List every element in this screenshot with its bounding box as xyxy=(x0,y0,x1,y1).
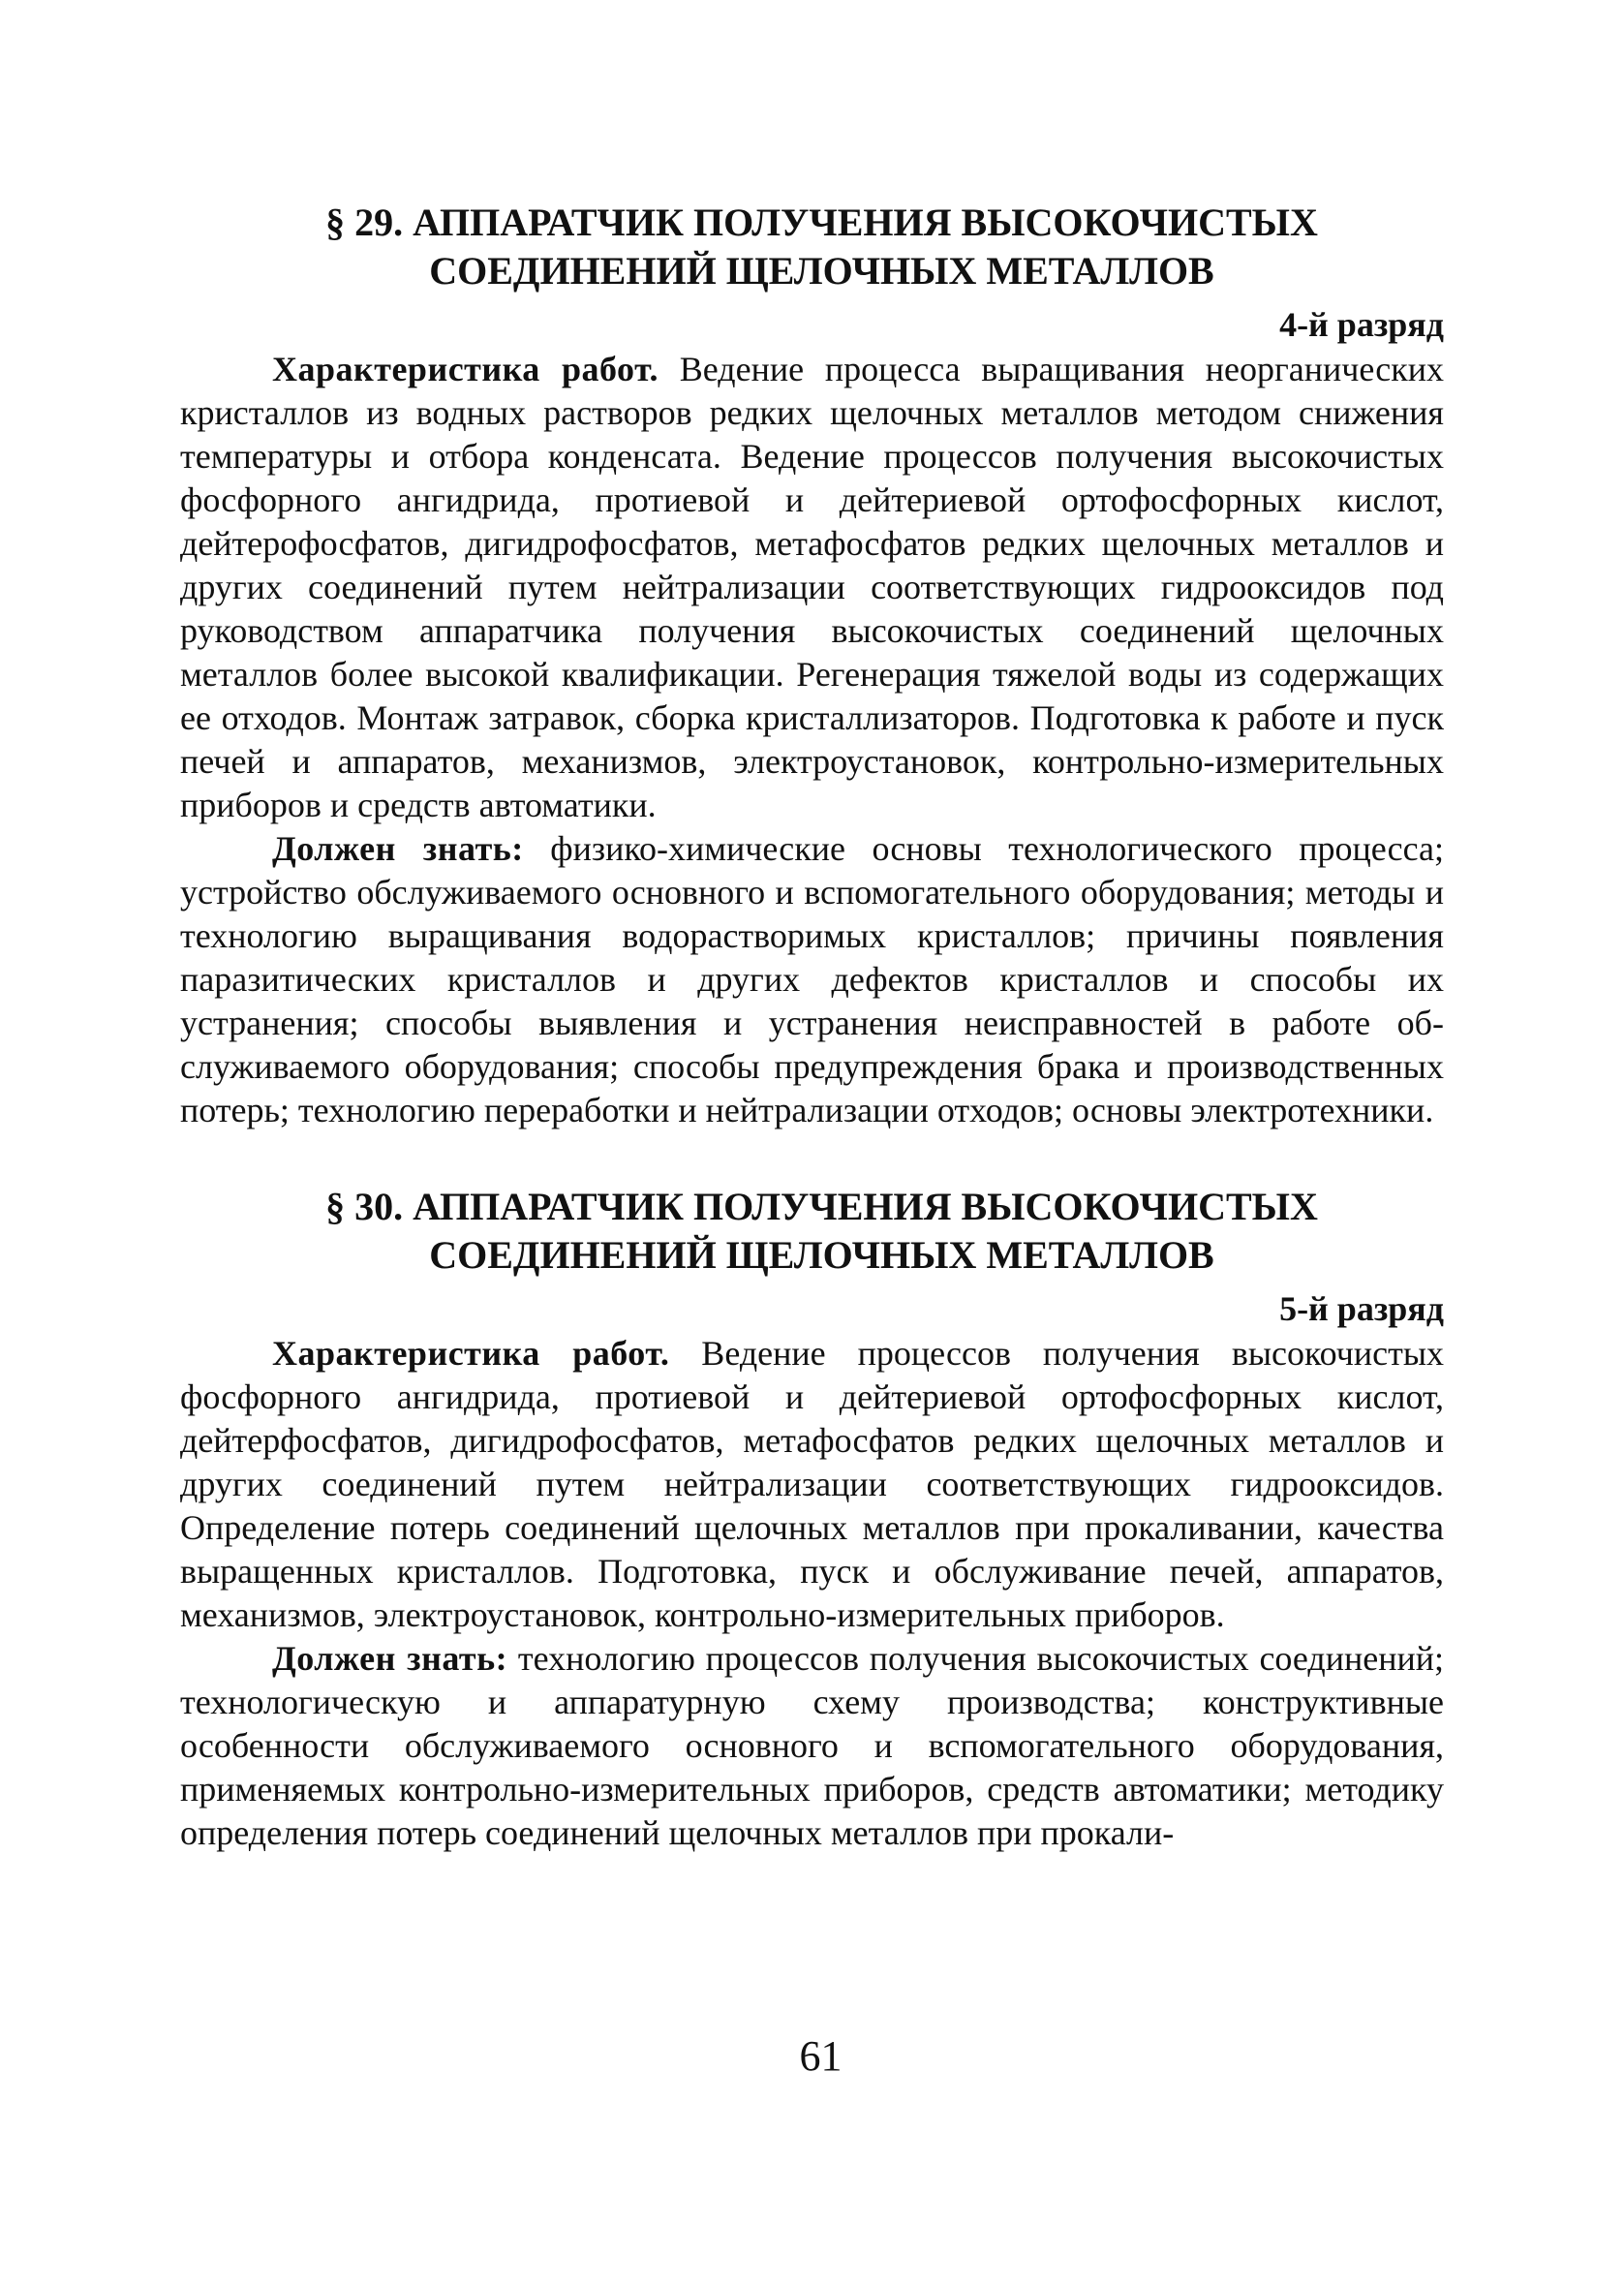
must-know-text: технологию процессов получения высокочистых соединений; технологическую и аппаратурную схему производства; конструктивные особенности обслуживаемого основного и вспомогательного оборудования, применяемых контрольно-измерительных приборов, средств автоматики; методику определения потерь соединений щелочных металлов при прокали- xyxy=(180,1639,1445,1852)
work-characteristics-label: Характеристика работ. xyxy=(272,350,659,388)
must-know-paragraph xyxy=(180,827,1444,1132)
work-characteristics-text: Ведение процессов получения высокочистых фосфорного ангидрида, протиевой и дейтериевой ортофосфорных кислот, дейтерфосфатов, дигидрофосфатов, метафосфатов редких щелочных металлов и других соединений путем нейтрализации соответствующих гидрооксидов. Определение потерь соединений щелочных металлов при прокаливании, качества выращенных кристаллов. Подготовка, пуск и обслуживание печей, аппаратов, механизмов, электроустановок, контрольно-измерительных приборов. xyxy=(180,1334,1445,1634)
section-29 xyxy=(180,199,1444,1132)
section-title-line-1: § 29. АППАРАТЧИК ПОЛУЧЕНИЯ ВЫСОКОЧИСТЫХ xyxy=(325,201,1318,244)
work-characteristics-paragraph xyxy=(180,1332,1444,1637)
must-know-label: Должен знать: xyxy=(272,1639,508,1678)
section-title xyxy=(180,199,1444,295)
must-know-text: физико-химические основы технологического процесса; устройство обслуживаемого основного и вспомогательного оборудования; методы и технологию выращивания водорастворимых кристаллов; причины появления паразитических кристаллов и других дефектов кристаллов и способы их устранения; способы выявления и устранения неисправностей в работе обслуживаемого оборудования; способы предупреждения брака и производственных потерь; технологию переработки и нейтрализации отходов; основы электротехники. xyxy=(180,829,1445,1129)
work-characteristics-paragraph xyxy=(180,348,1444,827)
grade-label: 4-й разряд xyxy=(1279,305,1444,344)
grade-label: 5-й разряд xyxy=(1279,1289,1444,1328)
section-title-line-2: СОЕДИНЕНИЙ ЩЕЛОЧНЫХ МЕТАЛЛОВ xyxy=(429,249,1214,293)
document-page xyxy=(180,199,1444,1855)
section-title-line-2: СОЕДИНЕНИЙ ЩЕЛОЧНЫХ МЕТАЛЛОВ xyxy=(429,1233,1214,1277)
section-spacer xyxy=(180,1132,1444,1183)
page-number: 61 xyxy=(799,2032,843,2080)
section-title xyxy=(180,1183,1444,1280)
work-characteristics-label: Характеристика работ. xyxy=(272,1334,670,1373)
must-know-label: Должен знать: xyxy=(272,829,524,868)
section-title-line-1: § 30. АППАРАТЧИК ПОЛУЧЕНИЯ ВЫСОКОЧИСТЫХ xyxy=(325,1185,1318,1228)
section-30 xyxy=(180,1183,1444,1855)
work-characteristics-text: Ведение процесса выращивания неорганических кристаллов из водных растворов редких щелочных металлов методом снижения температуры и отбора конденсата. Ведение процессов получения высокочистых фосфорного ангидрида, протиевой и дейтериевой ортофосфорных кислот, дейтерофосфатов, дигидрофосфатов, метафосфатов редких щелочных металлов и других соединений путем нейтрализации соответствующих гидрооксидов под руководством аппаратчика получения высокочистых соединений щелочных металлов более высокой квалификации. Регенерация тяжелой воды из содержащих ее отходов. Монтаж затравок, сборка кристаллизаторов. Подготовка к работе и пуск печей и аппаратов, механизмов, электроустановок, контрольно-измерительных приборов и средств автоматики. xyxy=(180,350,1445,824)
must-know-paragraph xyxy=(180,1637,1444,1855)
